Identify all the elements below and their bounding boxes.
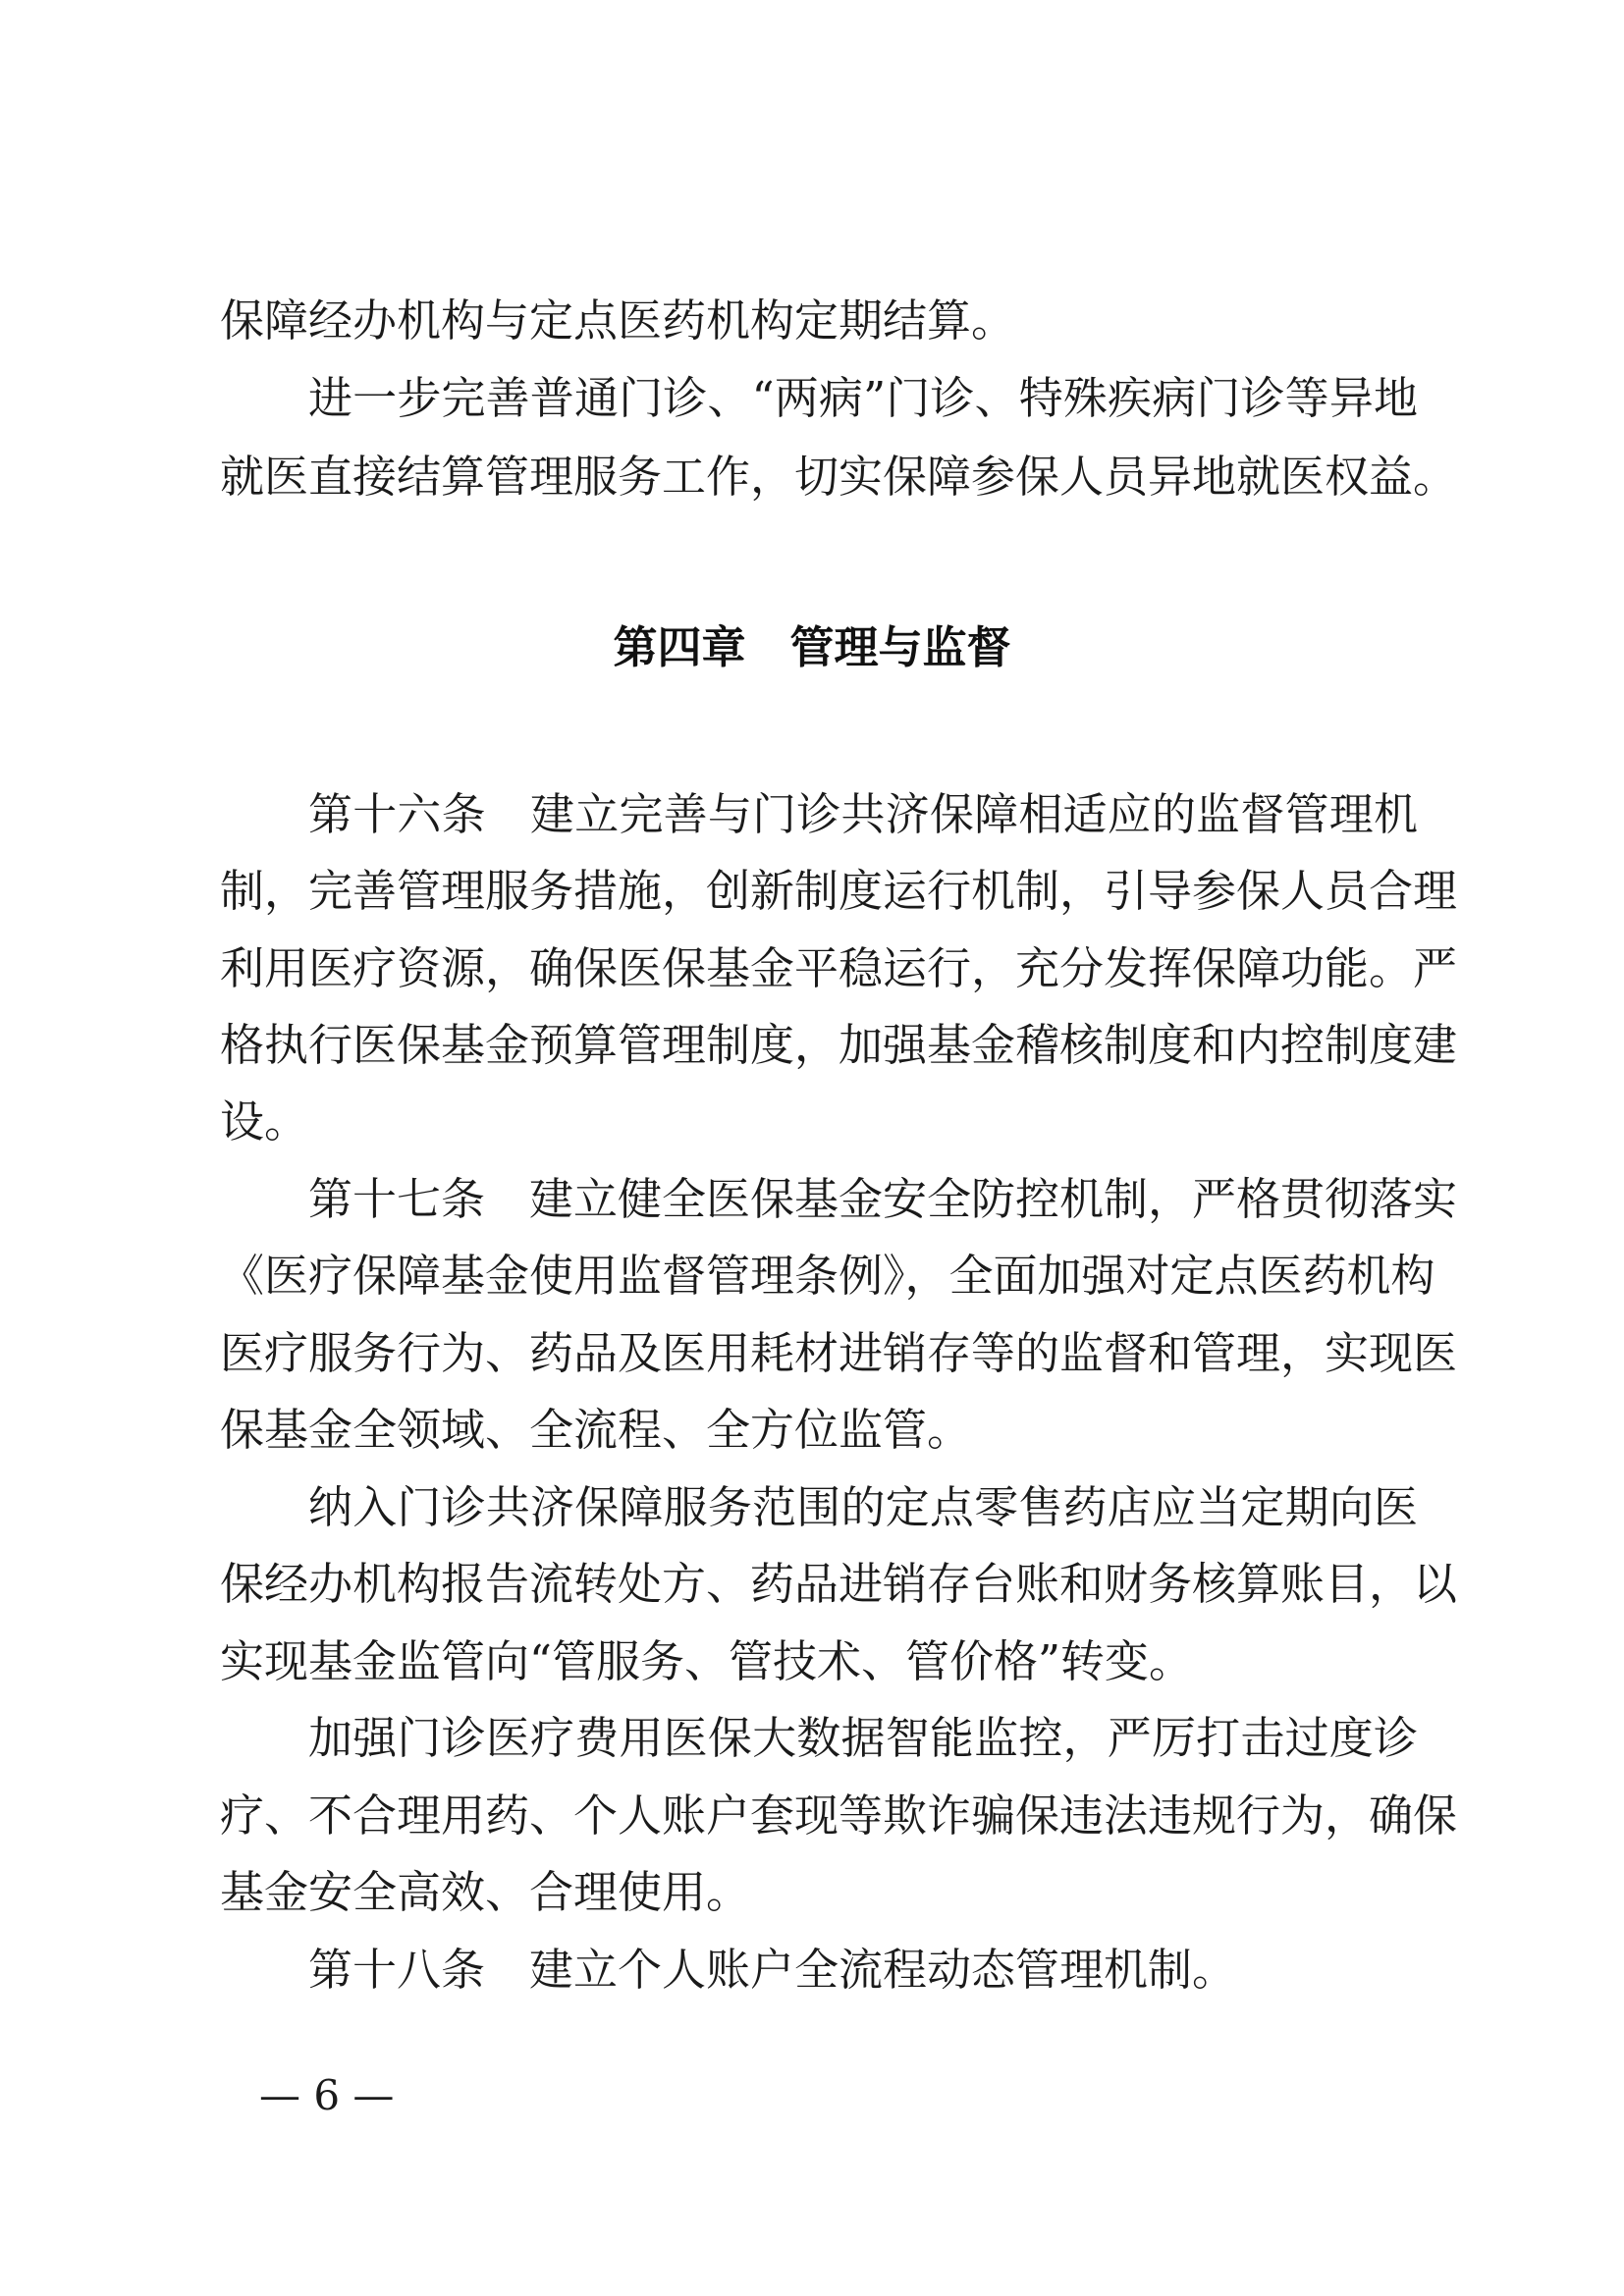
paragraph-line: 进一步完善普通门诊、“两病”门诊、特殊疾病门诊等异地	[308, 372, 1418, 424]
paragraph-line: 保障经办机构与定点医药机构定期结算。	[220, 294, 1016, 347]
article-16-line: 制，完善管理服务措施，创新制度运行机制，引导参保人员合理	[220, 865, 1458, 917]
article-18-line: 第十八条 建立个人账户全流程动态管理机制。	[308, 1944, 1237, 1996]
article-16-line: 利用医疗资源，确保医保基金平稳运行，充分发挥保障功能。严	[220, 942, 1458, 994]
article-17-line: 《医疗保障基金使用监督管理条例》，全面加强对定点医药机构	[220, 1250, 1435, 1302]
paragraph-line: 纳入门诊共济保障服务范围的定点零售药店应当定期向医	[308, 1481, 1418, 1533]
article-17-line: 第十七条 建立健全医保基金安全防控机制，严格贯彻落实	[308, 1173, 1458, 1225]
article-16-line: 第十六条 建立完善与门诊共济保障相适应的监督管理机	[308, 788, 1418, 840]
chapter-heading	[0, 609, 1624, 687]
paragraph-line: 加强门诊医疗费用医保大数据智能监控，严厉打击过度诊	[308, 1712, 1418, 1764]
article-17-line: 医疗服务行为、药品及医用耗材进销存等的监督和管理，实现医	[220, 1327, 1458, 1379]
chapter-number: 第四章	[613, 621, 746, 673]
paragraph-line: 基金安全高效、合理使用。	[220, 1866, 751, 1918]
paragraph-line: 实现基金监管向“管服务、管技术、管价格”转变。	[220, 1635, 1194, 1687]
paragraph-line: 疗、不合理用药、个人账户套现等欺诈骗保违法违规行为，确保	[220, 1789, 1458, 1842]
article-16-line: 格执行医保基金预算管理制度，加强基金稽核制度和内控制度建	[220, 1019, 1458, 1071]
page-number: — 6 —	[259, 2071, 395, 2119]
chapter-title: 管理与监督	[789, 621, 1011, 673]
paragraph-line: 保经办机构报告流转处方、药品进销存台账和财务核算账目，以	[220, 1558, 1458, 1610]
article-16-line: 设。	[220, 1095, 309, 1148]
paragraph-line: 就医直接结算管理服务工作，切实保障参保人员异地就医权益。	[220, 451, 1458, 503]
article-17-line: 保基金全领域、全流程、全方位监管。	[220, 1404, 972, 1456]
